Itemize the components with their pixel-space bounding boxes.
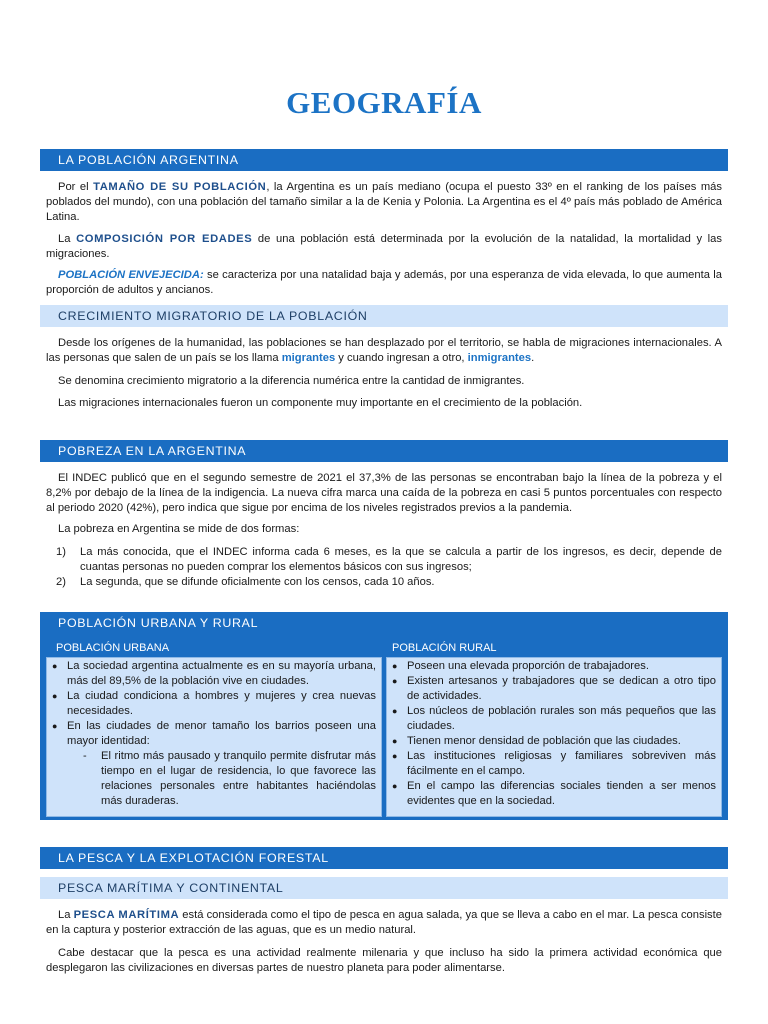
page-title: GEOGRAFÍA xyxy=(286,85,482,120)
text: La xyxy=(58,233,77,245)
column-rural xyxy=(386,657,722,817)
highlight-term: COMPOSICIÓN POR EDADES xyxy=(76,233,253,245)
column-head-rural: POBLACIÓN RURAL xyxy=(392,642,497,654)
term-inmigrantes: inmigrantes xyxy=(467,352,532,364)
list-text: Existen artesanos y trabajadores que se dedican a otro tipo de actividades. xyxy=(407,675,716,702)
list-item xyxy=(56,575,722,590)
term-migrantes: migrantes xyxy=(281,352,336,364)
numbered-list xyxy=(56,545,722,590)
paragraph-envejecida xyxy=(46,268,722,298)
text: Por el xyxy=(58,181,94,193)
bullet-icon: ● xyxy=(392,706,398,716)
list-item xyxy=(47,719,376,749)
text: Desde los orígenes de la humanidad, las poblaciones se han desplazado por el territorio, se habla de migraciones internacionales. A las personas que salen de un país se los llama xyxy=(46,337,722,364)
list-item xyxy=(387,659,716,674)
list-text: Tienen menor densidad de población que las ciudades. xyxy=(407,735,681,747)
bullet-icon: ● xyxy=(392,751,398,761)
section-heading-pobreza: POBREZA EN LA ARGENTINA xyxy=(40,440,728,462)
text: y cuando ingresan a otro, xyxy=(335,352,468,364)
list-text: Poseen una elevada proporción de trabajadores. xyxy=(407,660,649,672)
text: . xyxy=(531,352,535,364)
list-text: Las instituciones religiosas y familiares sobreviven más fácilmente en el campo. xyxy=(407,750,716,777)
list-number: 1) xyxy=(56,546,66,558)
text: se caracteriza por una natalidad baja y además, por una esperanza de vida elevada, lo que aumenta la proporción de adultos y ancianos. xyxy=(46,269,722,296)
list-item xyxy=(387,749,716,779)
list-text: En las ciudades de menor tamaño los barrios poseen una mayor identidad: xyxy=(67,720,376,747)
bullet-icon: ● xyxy=(392,781,398,791)
section-heading-urbana-rural: POBLACIÓN URBANA Y RURAL xyxy=(58,616,259,630)
bullet-icon: ● xyxy=(52,721,58,731)
dash-icon: - xyxy=(83,750,87,762)
list-text: La más conocida, que el INDEC informa cada 6 meses, es la que se calcula a partir de los ingresos, es decir, depende de cuantas personas no pueden comprar los elementos básicos con sus ingresos; xyxy=(80,546,722,573)
list-item xyxy=(47,689,376,719)
bullet-icon: ● xyxy=(52,661,58,671)
paragraph-crecimiento: Se denomina crecimiento migratorio a la diferencia numérica entre la cantidad de inmigrantes. xyxy=(58,375,525,387)
paragraph-formas: La pobreza en Argentina se mide de dos formas: xyxy=(58,523,300,535)
list-text: La sociedad argentina actualmente es en su mayoría urbana, más del 89,5% de la población vive en ciudades. xyxy=(67,660,376,687)
text: La xyxy=(58,909,74,921)
text: de una población está determinada por la evolución de la natalidad, la mortalidad y las migraciones. xyxy=(46,233,722,260)
list-text: En el campo las diferencias sociales tienden a ser menos evidentes que en la sociedad. xyxy=(407,780,716,807)
paragraph-composicion xyxy=(46,232,722,262)
subsection-heading-pesca-maritima: PESCA MARÍTIMA Y CONTINENTAL xyxy=(40,877,728,899)
list-item xyxy=(387,674,716,704)
section-heading-pesca: LA PESCA Y LA EXPLOTACIÓN FORESTAL xyxy=(40,847,728,869)
list-item xyxy=(47,749,376,809)
text: está considerada como el tipo de pesca en agua salada, ya que se lleva a cabo en el mar. La pesca consiste en la captura y posterior extracción de las aguas, que es un medio natural. xyxy=(46,909,722,936)
highlight-term: TAMAÑO DE SU POBLACIÓN xyxy=(93,181,267,193)
column-urbana xyxy=(46,657,382,817)
list-number: 2) xyxy=(56,576,66,588)
list-item xyxy=(387,704,716,734)
section-heading-migratorio: CRECIMIENTO MIGRATORIO DE LA POBLACIÓN xyxy=(40,305,728,327)
text: , la Argentina es un país mediano (ocupa el puesto 33º en el ranking de los países más poblados del mundo), con una población del tamaño similar a la de Kenia y Polonia. La Argentina es el 4º país más poblado de América Latina. xyxy=(46,181,722,223)
paragraph-milenaria: Cabe destacar que la pesca es una actividad realmente milenaria y que incluso ha sido la primera actividad económica que desplegaron las civilizaciones en diversas partes de nuestro planeta para poder alimentarse. xyxy=(46,947,722,974)
bullet-icon: ● xyxy=(392,676,398,686)
bullet-icon: ● xyxy=(392,736,398,746)
highlight-term: POBLACIÓN ENVEJECIDA: xyxy=(58,269,204,281)
column-head-urbana: POBLACIÓN URBANA xyxy=(56,642,170,654)
paragraph-pesca-maritima xyxy=(46,908,722,938)
section-heading-poblacion: LA POBLACIÓN ARGENTINA xyxy=(40,149,728,171)
list-item xyxy=(387,779,716,809)
bullet-icon: ● xyxy=(52,691,58,701)
list-text: Los núcleos de población rurales son más pequeños que las ciudades. xyxy=(407,705,716,732)
paragraph-componente: Las migraciones internacionales fueron un componente muy importante en el crecimiento de la población. xyxy=(58,397,583,409)
bullet-icon: ● xyxy=(392,661,398,671)
paragraph-indec: El INDEC publicó que en el segundo semestre de 2021 el 37,3% de las personas se encontraban bajo la línea de la pobreza y el 8,2% por debajo de la línea de la indigencia. La nueva cifra marca una caída de la pobreza en casi 5 puntos porcentuales con respecto al periodo 2020 (42%), pero indica que sigue por encima de los niveles registrados previos a la pandemia. xyxy=(46,472,722,514)
list-text: El ritmo más pausado y tranquilo permite disfrutar más tiempo en el lugar de residencia, lo que favorece las relaciones personales entre habitantes haciéndolas más duraderas. xyxy=(101,750,376,807)
list-text: La ciudad condiciona a hombres y mujeres y crea nuevas necesidades. xyxy=(67,690,376,717)
highlight-term: PESCA MARÍTIMA xyxy=(73,909,180,921)
list-text: La segunda, que se difunde oficialmente con los censos, cada 10 años. xyxy=(80,576,435,588)
list-item xyxy=(56,545,722,575)
list-item xyxy=(47,659,376,689)
paragraph-migraciones xyxy=(46,336,722,366)
list-item xyxy=(387,734,716,749)
paragraph-tamano xyxy=(46,180,722,225)
